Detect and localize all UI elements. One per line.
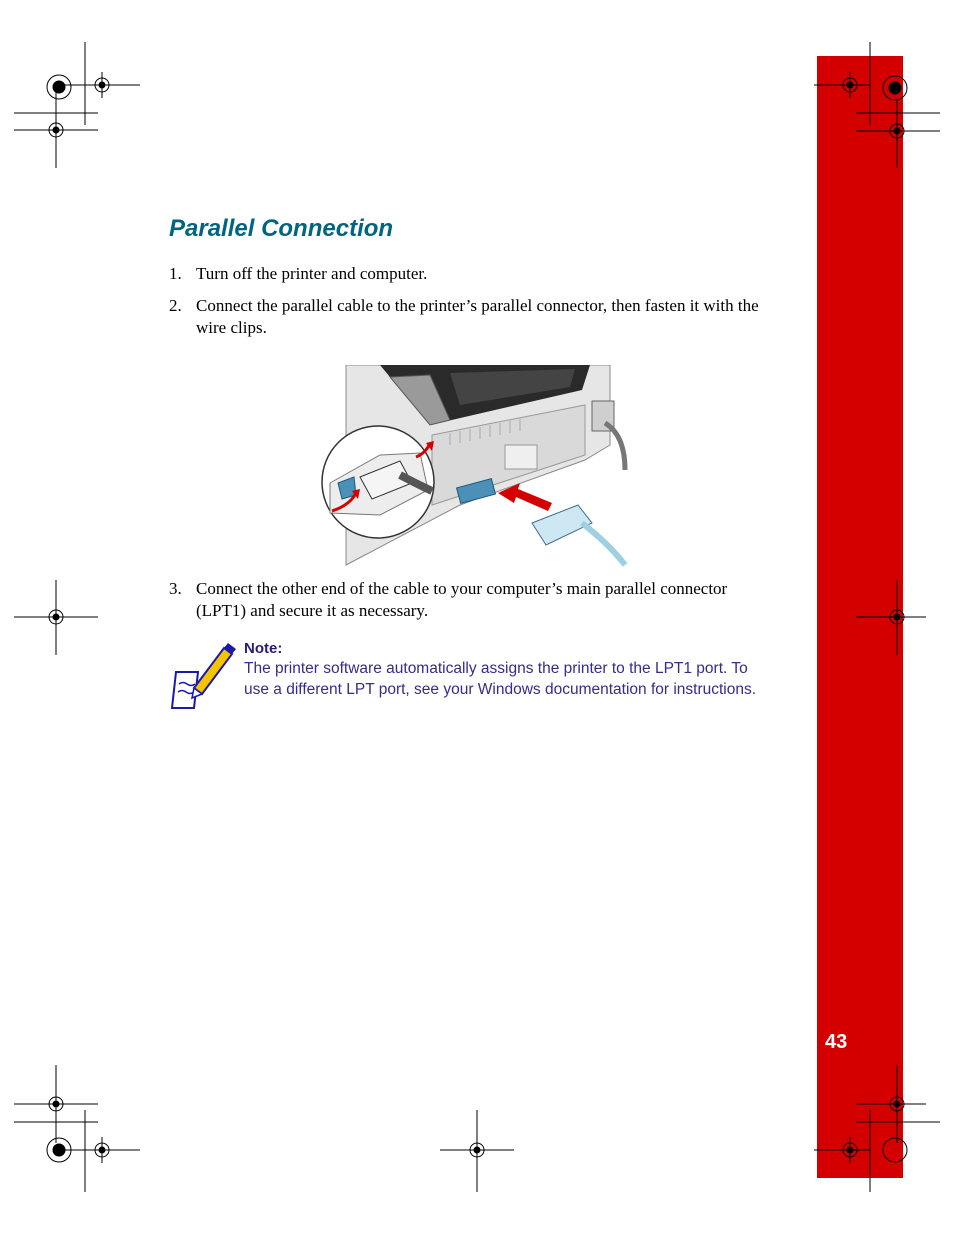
printer-parallel-connector-illustration [320, 365, 630, 568]
page-number: 43 [825, 1031, 848, 1053]
note-pencil-icon [168, 642, 238, 712]
step-text: Connect the parallel cable to the printer’s parallel connector, then fasten it with the wire clips. [196, 296, 759, 337]
chapter-side-tab [817, 56, 903, 1178]
step-text: Connect the other end of the cable to your computer’s main parallel connector (LPT1) and secure it as necessary. [196, 579, 728, 620]
step-number: 1. [169, 264, 182, 283]
step-number: 3. [169, 579, 182, 598]
step-number: 2. [169, 296, 182, 315]
note-label: Note: [244, 640, 283, 657]
note-text: The printer software automatically assigns the printer to the LPT1 port. To use a different LPT port, see your Windows documentation for instructions. [244, 660, 757, 698]
section-heading: Parallel Connection [169, 215, 394, 242]
step-text: Turn off the printer and computer. [196, 264, 428, 283]
